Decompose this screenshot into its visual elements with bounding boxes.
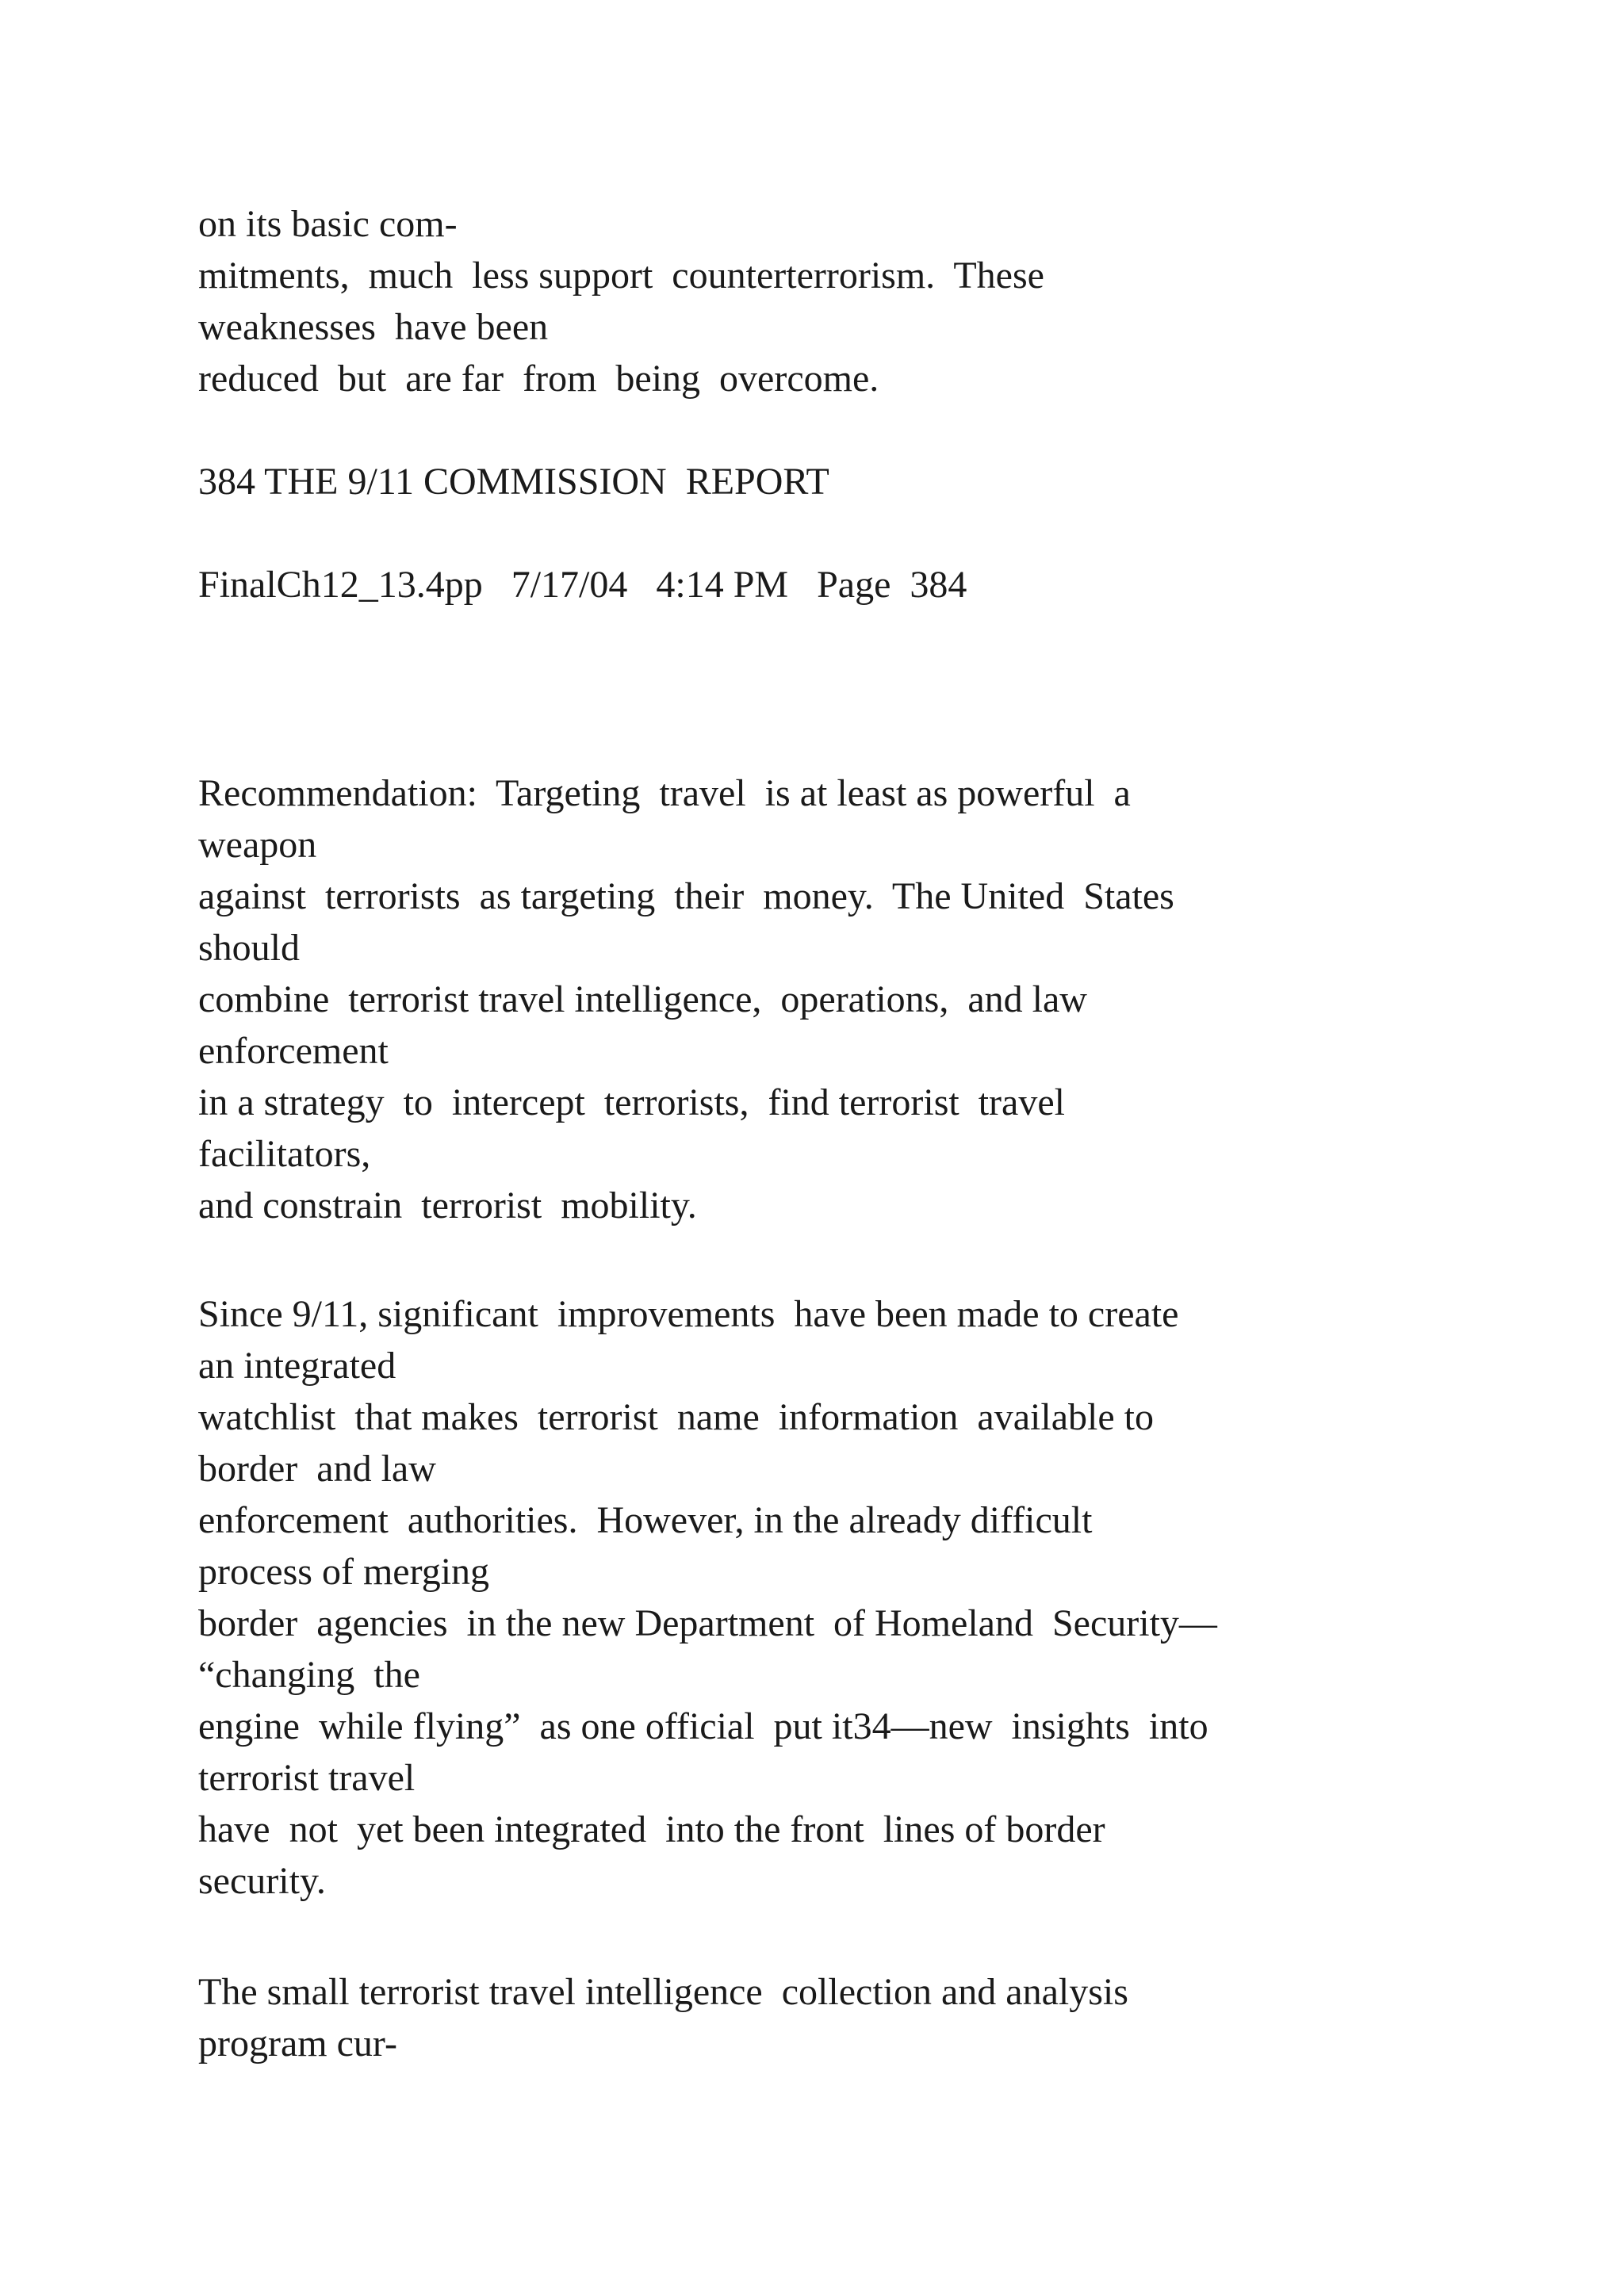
running-head: 384 THE 9/11 COMMISSION REPORT [198,461,829,503]
paragraph-line: security. [198,1860,326,1902]
text-line: weaknesses have been [198,306,549,348]
paragraph-line: The small terrorist travel intelligence collection and analysis [198,1971,1128,2013]
paragraph-line: enforcement authorities. However, in the already difficult [198,1499,1093,1541]
paragraph-line: border agencies in the new Department of Homeland Security— [198,1602,1217,1644]
recommendation-line: enforcement [198,1030,389,1072]
paragraph-line: border and law [198,1448,436,1490]
recommendation-line: in a strategy to intercept terrorists, find terrorist travel [198,1081,1065,1123]
recommendation-line: against terrorists as targeting their money. The United States [198,875,1174,917]
file-slug: FinalCh12_13.4pp 7/17/04 4:14 PM Page 384 [198,564,967,606]
paragraph-line: have not yet been integrated into the front lines of border [198,1808,1105,1850]
paragraph-line: “changing the [198,1654,420,1696]
paragraph-line: process of merging [198,1551,490,1593]
paragraph-line: terrorist travel [198,1757,416,1799]
recommendation-line: combine terrorist travel intelligence, operations, and law [198,978,1087,1020]
text-line: on its basic com- [198,203,458,245]
recommendation-line: should [198,927,301,969]
text-line: reduced but are far from being overcome. [198,358,879,400]
paragraph-line: engine while flying” as one official put it34—new insights into [198,1705,1208,1747]
recommendation-line: weapon [198,824,317,866]
paragraph-line: an integrated [198,1345,396,1387]
paragraph-line: watchlist that makes terrorist name information available to [198,1396,1154,1438]
text-line: mitments, much less support counterterrorism. These [198,254,1044,297]
recommendation-line: and constrain terrorist mobility. [198,1184,697,1226]
paragraph-line: program cur- [198,2022,397,2064]
recommendation-line: facilitators, [198,1133,371,1175]
recommendation-line: Recommendation: Targeting travel is at least as powerful a [198,772,1131,814]
paragraph-line: Since 9/11, significant improvements have been made to create [198,1293,1179,1335]
